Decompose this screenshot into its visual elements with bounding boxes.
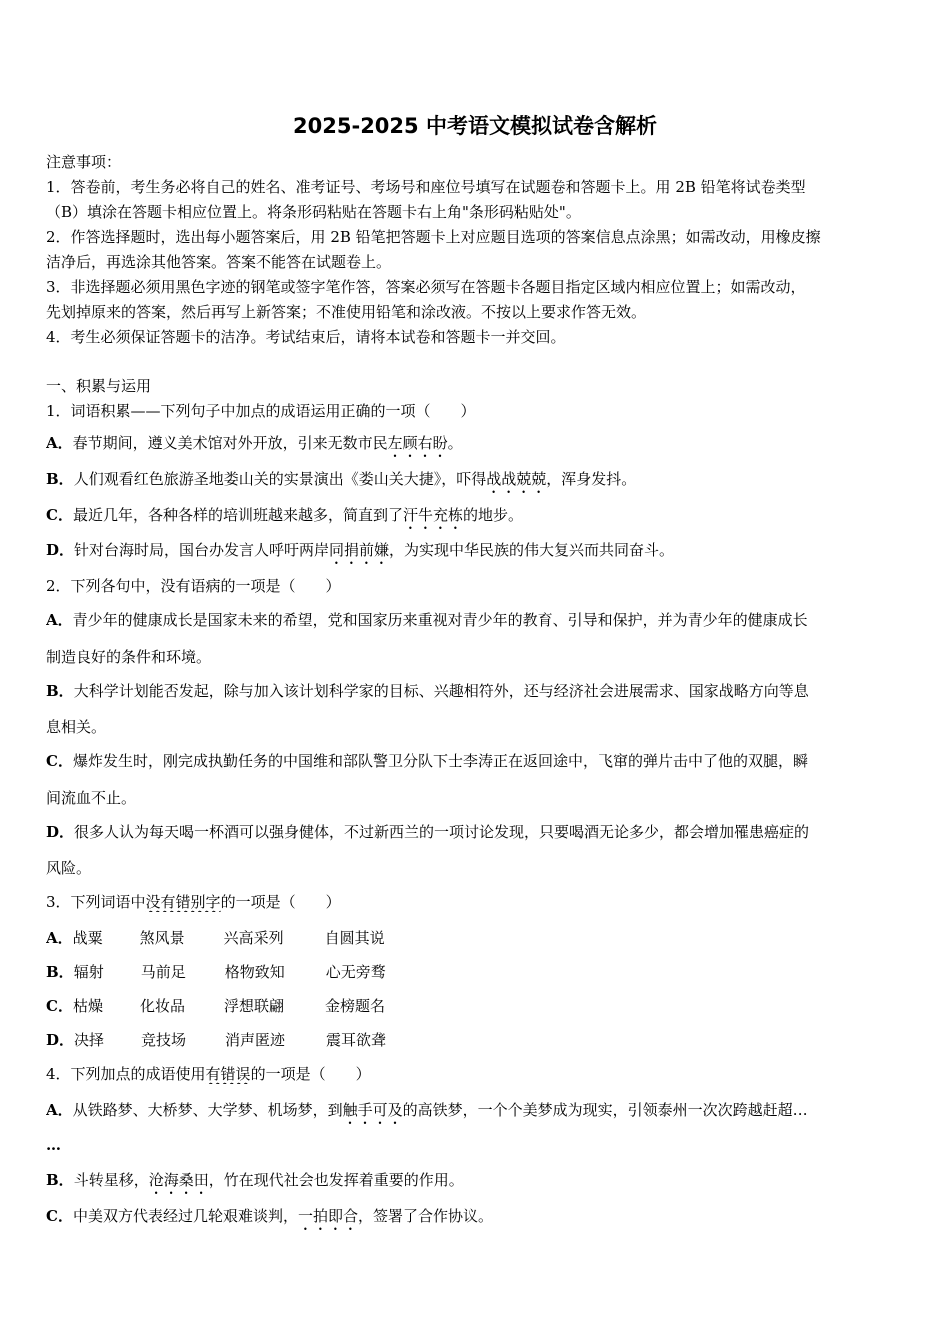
option-text: 。 [447,434,463,452]
option-label: D． [46,823,75,841]
option-label: B． [46,470,74,488]
question-2-option-b [46,681,906,701]
question-2-option-d [46,822,906,842]
option-label: C． [46,752,73,770]
question-4-option-a-cont: … [46,1136,61,1154]
question-2-option-b-cont: 息相关。 [46,718,107,736]
option-label: B． [46,963,74,981]
word: 马前足 [140,963,186,981]
option-label: C． [46,1207,73,1225]
word: 浮想联翩 [223,997,284,1015]
option-label: D． [46,541,75,559]
marked-idiom: 沧海桑田 [148,1171,209,1189]
option-label: A． [46,611,73,629]
question-4-stem [46,1064,906,1084]
option-label: B． [46,1171,74,1189]
marked-idiom: 汗牛充栋 [402,506,463,524]
option-text: 大科学计划能否发起，除与加入该计划科学家的目标、兴趣相符外，还与经济社会进展需求、国家战略方向等息 [73,682,809,700]
question-2-option-c-cont: 间流血不止。 [46,789,137,807]
option-text: ，为实现中华民族的伟大复兴而共同奋斗。 [389,541,675,559]
word: 枯燥 [72,997,103,1015]
question-3-option-d [46,1030,906,1050]
option-label: B． [46,682,74,700]
notice-line: 洁净后，再选涂其他答案。答案不能答在试题卷上。 [46,253,392,271]
option-text: 的地步。 [462,506,523,524]
notice-heading: 注意事项： [46,153,122,171]
option-text: 爆炸发生时，刚完成执勤任务的中国维和部队警卫分队下士李涛正在返回途中，飞窜的弹片击中了他的双腿，瞬 [72,752,808,770]
stem-text: 的一项是（ ） [250,1065,371,1083]
marked-idiom: 左顾右盼 [387,434,448,452]
option-label: D． [46,1031,75,1049]
word: 震耳欲聋 [326,1031,387,1049]
question-2-option-a [46,610,906,630]
word: 辐射 [73,963,104,981]
question-3-stem [46,892,906,912]
question-1-option-d [46,540,906,568]
stem-text: 3．下列词语中 [46,893,146,911]
notice-line: 3．非选择题必须用黑色字迹的钢笔或签字笔作答，答案必须写在答题卡各题目指定区域内相应位置上；如需改动， [46,278,806,296]
word: 决择 [74,1031,105,1049]
question-4-option-b [46,1170,906,1198]
question-3-option-b [46,962,906,982]
emphasized-text: 有错误 [205,1065,251,1083]
option-text: 从铁路梦、大桥梦、大学梦、机场梦，到 [72,1101,343,1119]
section-heading: 一、积累与运用 [46,377,152,395]
marked-idiom: 触手可及 [342,1101,403,1119]
option-text: 很多人认为每天喝一杯酒可以强身健体，不过新西兰的一项讨论发现，只要喝酒无论多少，都会增加罹患癌症的 [74,823,810,841]
word: 煞风景 [139,929,185,947]
option-text: ，签署了合作协议。 [357,1207,493,1225]
question-1-option-b [46,469,906,497]
word: 格物致知 [224,963,285,981]
question-2-option-d-cont: 风险。 [46,859,92,877]
option-text: 最近几年，各种各样的培训班越来越多，简直到了 [72,506,403,524]
question-2-option-c [46,751,906,771]
option-text: 人们观看红色旅游圣地娄山关的实景演出《娄山关大捷》，吓得 [73,470,487,488]
word: 金榜题名 [324,997,385,1015]
question-2-stem: 2．下列各句中，没有语病的一项是（ ） [46,577,341,595]
option-label: A． [46,434,73,452]
word: 自圆其说 [324,929,385,947]
marked-idiom: 战战兢兢 [486,470,547,488]
option-text: ，浑身发抖。 [546,470,637,488]
notice-line: 1．答卷前，考生务必将自己的姓名、准考证号、考场号和座位号填写在试题卷和答题卡上。用 2B 铅笔将试卷类型 [46,178,806,196]
option-text: ，竹在现代社会也发挥着重要的作用。 [208,1171,464,1189]
question-2-option-a-cont: 制造良好的条件和环境。 [46,648,212,666]
question-1-stem: 1．词语积累——下列句子中加点的成语运用正确的一项（ ） [46,402,476,420]
word: 心无旁骛 [325,963,386,981]
marked-idiom: 一拍即合 [297,1207,358,1225]
option-text: 针对台海时局，国台办发言人呼吁两岸 [74,541,330,559]
question-4-option-a [46,1100,906,1128]
option-label: A． [46,1101,73,1119]
question-4-option-c [46,1206,906,1234]
stem-text: 的一项是（ ） [220,893,341,911]
emphasized-text: 没有错别字 [145,893,221,911]
option-label: C． [46,506,73,524]
option-text: 青少年的健康成长是国家未来的希望，党和国家历来重视对青少年的教育、引导和保护，并为青少年的健康成长 [72,611,808,629]
option-text: 中美双方代表经过几轮艰难谈判， [72,1207,298,1225]
notice-line: （B）填涂在答题卡相应位置上。将条形码粘贴在答题卡右上角"条形码粘贴处"。 [46,203,581,221]
option-text: 春节期间，遵义美术馆对外开放，引来无数市民 [72,434,388,452]
word: 兴高采列 [223,929,284,947]
question-1-option-c [46,505,906,533]
question-3-option-a [46,928,906,948]
word: 消声匿迹 [225,1031,286,1049]
word: 竞技场 [141,1031,187,1049]
question-3-option-c [46,996,906,1016]
option-label: C． [46,997,73,1015]
notice-line: 先划掉原来的答案，然后再写上新答案；不准使用铅笔和涂改液。不按以上要求作答无效。 [46,303,647,321]
notice-line: 4．考生必须保证答题卡的洁净。考试结束后，请将本试卷和答题卡一并交回。 [46,328,566,346]
option-text: 斗转星移， [73,1171,149,1189]
question-1-option-a [46,433,906,461]
word: 战粟 [72,929,103,947]
notice-line: 2．作答选择题时，选出每小题答案后，用 2B 铅笔把答题卡上对应题目选项的答案信息点涂黑；如需改动，用橡皮擦 [46,228,821,246]
word: 化妆品 [139,997,185,1015]
marked-idiom: 同捐前嫌 [329,541,390,559]
page-title: 2025-2025 中考语文模拟试卷含解析 [293,114,657,138]
stem-text: 4．下列加点的成语使用 [46,1065,206,1083]
option-text: 的高铁梦，一个个美梦成为现实，引领泰州一次次跨越赶超… [402,1101,808,1119]
option-label: A． [46,929,73,947]
